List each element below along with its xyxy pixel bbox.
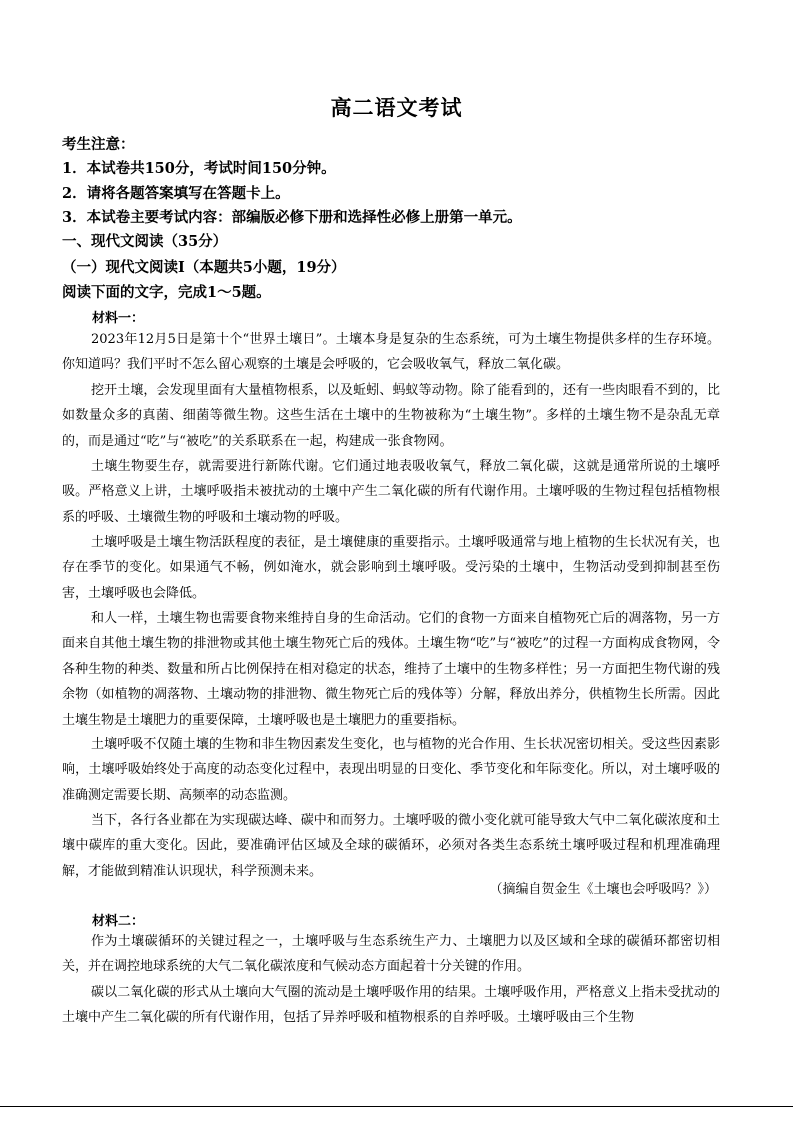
section-subheading: （一）现代文阅读Ⅰ（本题共5小题，19分） [62,259,346,276]
footer-divider [0,1106,793,1107]
notice-heading: 考生注意： [62,136,135,153]
notice-item-3: 3．本试卷主要考试内容：部编版必修下册和选择性必修上册第一单元。 [62,209,522,226]
material2-label: 材料二： [92,914,145,929]
material1-paragraph-6: 土壤呼吸不仅随土壤的生物和非生物因素发生变化，也与植物的光合作用、生长状况密切相关。受这些因素影响，土壤呼吸始终处于高度的动态变化过程中，表现出明显的日变化、季节变化和年际变化。所以，对土壤呼吸的准确测定需要长期、高频率的动态监测。 [62,737,720,803]
notice-item-1: 1．本试卷共150分，考试时间150分钟。 [62,160,336,177]
material2-paragraph-1: 作为土壤碳循环的关键过程之一，土壤呼吸与生态系统生产力、土壤肥力以及区域和全球的碳循环都密切相关，并在调控地球系统的大气二氧化碳浓度和气候动态方面起着十分关键的作用。 [62,934,720,975]
material1-paragraph-3: 土壤生物要生存，就需要进行新陈代谢。它们通过地表吸收氧气，释放二氧化碳，这就是通常所说的土壤呼吸。严格意义上讲，土壤呼吸指未被扰动的土壤中产生二氧化碳的所有代谢作用。土壤呼吸的生物过程包括植物根系的呼吸、土壤微生物的呼吸和土壤动物的呼吸。 [62,459,720,525]
material1-label: 材料一： [92,311,145,326]
section-instruction: 阅读下面的文字，完成1～5题。 [62,284,271,301]
material2-paragraph-2: 碳以二氧化碳的形式从土壤向大气圈的流动是土壤呼吸作用的结果。土壤呼吸作用，严格意义上指未受扰动的土壤中产生二氧化碳的所有代谢作用，包括了异养呼吸和植物根系的自养呼吸。土壤呼吸由三个生物 [62,985,720,1026]
material1-paragraph-5: 和人一样，土壤生物也需要食物来维持自身的生命活动。它们的食物一方面来自植物死亡后的凋落物，另一方面来自其他土壤生物的排泄物或其他土壤生物死亡后的残体。土壤生物“吃”与“被吃”的过程一方面构成食物网，令各种生物的种类、数量和所占比例保持在相对稳定的状态，维持了土壤中的生物多样性；另一方面把生物代谢的残余物（如植物的凋落物、土壤动物的排泄物、微生物死亡后的残体等）分解，释放出养分，供植物生长所需。因此土壤生物是土壤肥力的重要保障，土壤呼吸也是土壤肥力的重要指标。 [62,611,720,728]
notice-item-2: 2．请将各题答案填写在答题卡上。 [62,185,290,202]
section-heading: 一、现代文阅读（35分） [62,233,228,250]
material1-paragraph-4: 土壤呼吸是土壤生物活跃程度的表征，是土壤健康的重要指示。土壤呼吸通常与地上植物的生长状况有关，也存在季节的变化。如果通气不畅，例如淹水，就会影响到土壤呼吸。受污染的土壤中，生物活动受到抑制甚至伤害，土壤呼吸也会降低。 [62,535,720,601]
material1-paragraph-7: 当下，各行各业都在为实现碳达峰、碳中和而努力。土壤呼吸的微小变化就可能导致大气中二氧化碳浓度和土壤中碳库的重大变化。因此，要准确评估区域及全球的碳循环，必须对各类生态系统土壤呼吸过程和机理准确理解，才能做到精准认识现状，科学预测未来。 [62,813,720,879]
material1-paragraph-1: 2023年12月5日是第十个“世界土壤日”。土壤本身是复杂的生态系统，可为土壤生物提供多样的生存环境。你知道吗？我们平时不怎么留心观察的土壤是会呼吸的，它会吸收氧气，释放二氧化碳。 [62,332,720,373]
material1-paragraph-2: 挖开土壤，会发现里面有大量植物根系，以及蚯蚓、蚂蚁等动物。除了能看到的，还有一些肉眼看不到的，比如数量众多的真菌、细菌等微生物。这些生活在土壤中的生物被称为“土壤生物”。多样的土壤生物不是杂乱无章的，而是通过“吃”与“被吃”的关系联系在一起，构建成一张食物网。 [62,383,720,449]
page-title: 高二语文考试 [330,95,463,120]
material1-source: （摘编自贺金生《土壤也会呼吸吗？》） [489,882,717,897]
